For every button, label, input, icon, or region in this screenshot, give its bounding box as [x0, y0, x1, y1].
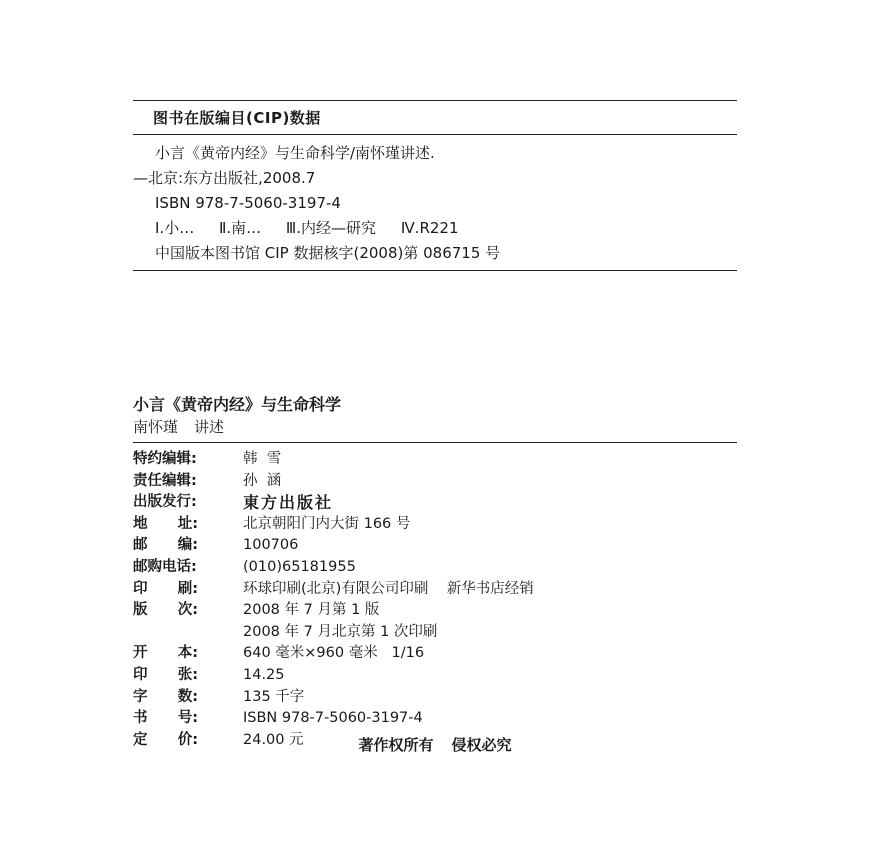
author-role: 讲述 [194, 418, 225, 436]
classification-1: Ⅰ.小… [155, 219, 195, 237]
imprint-row-responsible-editor [133, 471, 737, 493]
row-value: 孙 涵 [243, 472, 282, 489]
row-value: (010)65181955 [243, 558, 356, 575]
row-value: 135 千字 [243, 688, 305, 705]
cip-title: 图书在版编目(CIP)数据 [153, 109, 321, 127]
classification-3: Ⅲ.内经—研究 [285, 219, 377, 237]
imprint-row-special-editor [133, 449, 737, 471]
row-value: 24.00 元 [243, 731, 304, 748]
book-title: 小言《黄帝内经》与生命科学 [133, 395, 342, 414]
row-value: 2008 年 7 月第 1 版 [243, 602, 380, 619]
row-label: 邮购电话: [133, 558, 197, 575]
copyright-right: 侵权必究 [451, 736, 512, 754]
row-label: 印 张: [133, 666, 199, 683]
cip-block [133, 100, 737, 271]
imprint-row-isbn [133, 708, 737, 730]
imprint-row-publisher [133, 492, 737, 514]
classification-4: Ⅳ.R221 [400, 219, 459, 237]
row-label: 版 次: [133, 602, 199, 619]
row-label: 出版发行: [133, 494, 197, 511]
copyright-notice [133, 734, 737, 755]
imprint-row-phone [133, 557, 737, 579]
imprint-rows [133, 449, 737, 751]
classification-2: Ⅱ.南… [218, 219, 262, 237]
cip-line-title: 小言《黄帝内经》与生命科学/南怀瑾讲述. [155, 144, 435, 162]
row-value: ISBN 978-7-5060-3197-4 [243, 710, 423, 727]
cip-line-publisher: —北京:东方出版社,2008.7 [133, 169, 316, 187]
row-value: 北京朝阳门内大街 166 号 [243, 515, 411, 532]
row-label [133, 622, 243, 644]
row-label: 地 址: [133, 515, 199, 532]
row-value: 环球印刷(北京)有限公司印刷 新华书店经销 [243, 580, 534, 597]
imprint-block [133, 394, 737, 754]
cip-line-number: 中国版本图书馆 CIP 数据核字(2008)第 086715 号 [155, 244, 501, 262]
row-label: 字 数: [133, 688, 199, 705]
cip-bottom-rule [133, 270, 737, 271]
row-label: 书 号: [133, 710, 199, 727]
row-value: 14.25 [243, 666, 285, 683]
imprint-row-edition [133, 600, 737, 622]
imprint-row-address [133, 514, 737, 536]
imprint-row-format [133, 643, 737, 665]
cip-top-rule [133, 100, 737, 101]
cip-line-isbn: ISBN 978-7-5060-3197-4 [155, 194, 341, 212]
row-label: 邮 编: [133, 537, 199, 554]
imprint-row-wordcount [133, 687, 737, 709]
row-label: 特约编辑: [133, 451, 197, 467]
imprint-rule [133, 442, 737, 443]
publisher-logo-text: 東方出版社 [243, 493, 334, 513]
imprint-row-postcode [133, 535, 737, 557]
imprint-row-edition-2 [133, 622, 737, 644]
row-value: 韩 雪 [243, 451, 282, 467]
row-value: 2008 年 7 月北京第 1 次印刷 [243, 623, 438, 640]
imprint-row-printing [133, 579, 737, 601]
imprint-row-sheets [133, 665, 737, 687]
row-label: 责任编辑: [133, 472, 197, 489]
row-label: 开 本: [133, 645, 199, 662]
copyright-left: 著作权所有 [358, 736, 434, 754]
row-value: 640 毫米×960 毫米 1/16 [243, 645, 425, 662]
row-label: 印 刷: [133, 580, 199, 597]
author-line [133, 416, 737, 438]
author-name: 南怀瑾 [133, 418, 179, 436]
cip-line-classification [155, 216, 737, 241]
row-value: 100706 [243, 537, 299, 554]
row-label: 定 价: [133, 731, 199, 748]
